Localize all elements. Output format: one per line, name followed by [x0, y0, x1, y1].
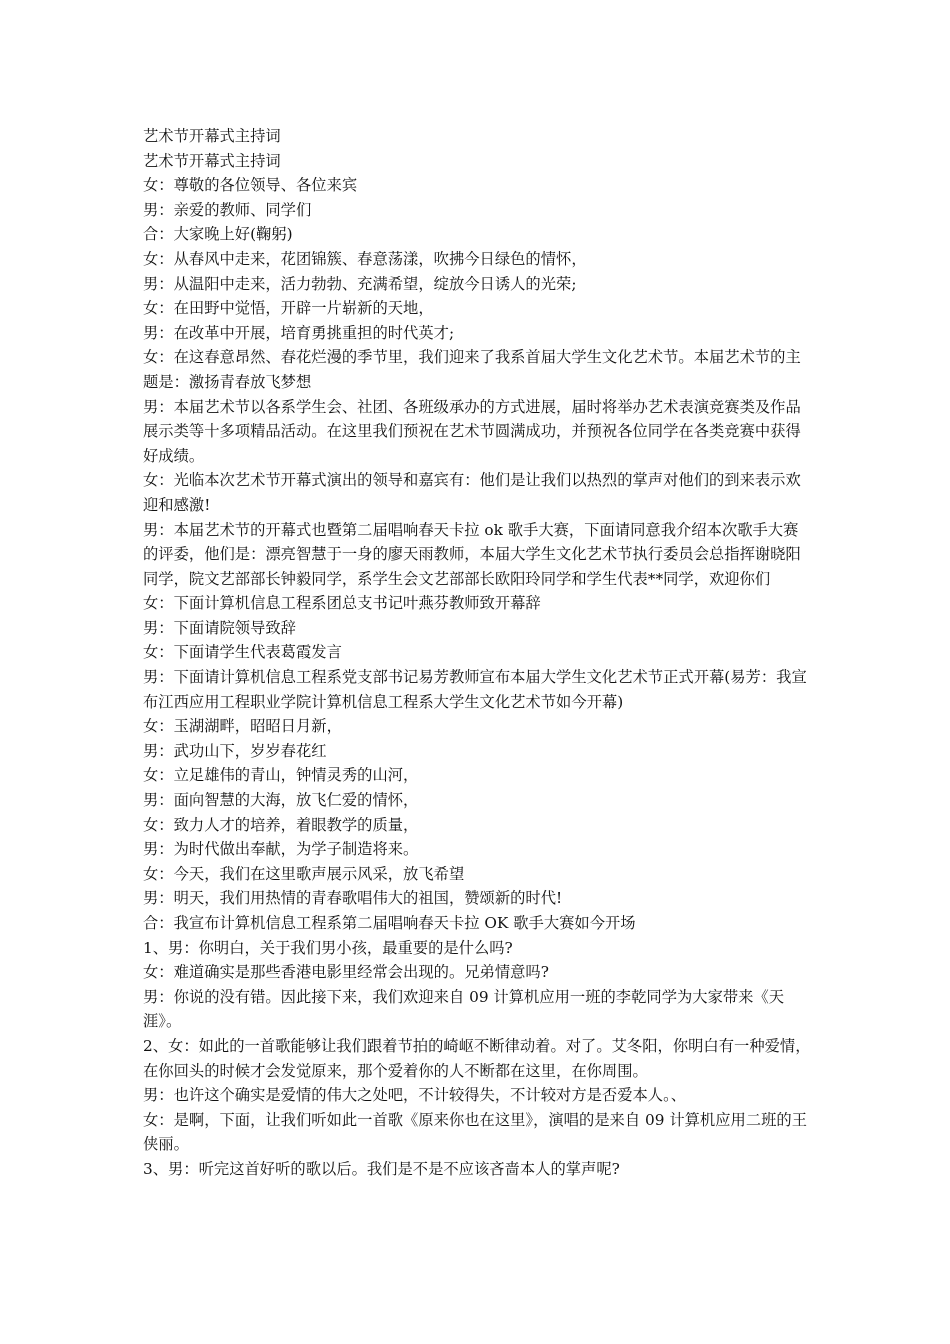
script-line: 女：尊敬的各位领导、各位来宾: [143, 176, 358, 195]
script-line: 合：我宣布计算机信息工程系第二届唱响春天卡拉 OK 歌手大赛如今开场: [143, 914, 636, 932]
script-line: 女：今天，我们在这里歌声展示风采，放飞希望: [143, 864, 465, 883]
script-line: 女：难道确实是那些香港电影里经常会出现的。兄弟情意吗?: [143, 963, 549, 982]
script-line: 合：大家晚上好(鞠躬): [143, 225, 293, 244]
script-line: 2、女：如此的一首歌能够让我们跟着节拍的崎岖不断律动着。对了。艾冬阳，你明白有一种爱情，在你回头的时候才会发觉原来，那个爱着你的人不断都在这里，在你周围。: [143, 1036, 811, 1080]
script-line: 女：玉湖湖畔，昭昭日月新，: [143, 717, 342, 736]
script-line: 男：为时代做出奉献，为学子制造将来。: [143, 840, 419, 859]
document-subtitle: 艺术节开幕式主持词: [143, 151, 281, 170]
script-line: 男：也许这个确实是爱情的伟大之处吧，不计较得失，不计较对方是否爱本人。、: [143, 1086, 687, 1105]
script-line: 女：从春风中走来，花团锦簇、春意荡漾，吹拂今日绿色的情怀，: [143, 249, 587, 268]
script-line: 男：明天，我们用热情的青春歌唱伟大的祖国，赞颂新的时代!: [143, 889, 563, 908]
script-line: 女：下面计算机信息工程系团总支书记叶燕芬教师致开幕辞: [143, 594, 541, 613]
script-line: 男：你说的没有错。因此接下来，我们欢迎来自 09 计算机应用一班的李乾同学为大家带来《天涯》。: [143, 987, 785, 1031]
script-line: 男：亲爱的教师、同学们: [143, 200, 312, 219]
script-line: 男：本届艺术节的开幕式也暨第二届唱响春天卡拉 ok 歌手大赛，下面请同意我介绍本次歌手大赛的评委，他们是：漂亮智慧于一身的廖天雨教师，本届大学生文化艺术节执行委员会总指挥谢晓阳同学，院文艺部部长钟毅同学，系学生会文艺部部长欧阳玲同学和学生代表**同学，欢迎你们: [143, 520, 801, 588]
script-line: 男：武功山下，岁岁春花红: [143, 741, 327, 760]
script-line: 1、男：你明白，关于我们男小孩，最重要的是什么吗?: [143, 938, 513, 957]
script-line: 男：面向智慧的大海，放飞仁爱的情怀，: [143, 791, 419, 810]
script-line: 女：光临本次艺术节开幕式演出的领导和嘉宾有：他们是让我们以热烈的掌声对他们的到来表示欢迎和感激!: [143, 471, 801, 514]
script-line: 男：下面请院领导致辞: [143, 618, 296, 637]
script-line: 男：在改革中开展，培育勇挑重担的时代英才;: [143, 323, 455, 342]
script-line: 女：是啊，下面，让我们听如此一首歌《原来你也在这里》，演唱的是来自 09 计算机应用二班的王侠丽。: [143, 1110, 808, 1154]
document-title: 艺术节开幕式主持词: [143, 127, 281, 145]
script-line: 女：致力人才的培养，着眼教学的质量，: [143, 815, 419, 834]
script-line: 男：下面请计算机信息工程系党支部书记易芳教师宣布本届大学生文化艺术节正式开幕(易芳：我宣布江西应用工程职业学院计算机信息工程系大学生文化艺术节如今开幕): [143, 668, 807, 711]
script-line: 女：下面请学生代表葛霞发言: [143, 643, 342, 662]
script-line: 女：在这春意昂然、春花烂漫的季节里，我们迎来了我系首届大学生文化艺术节。本届艺术节的主题是：激扬青春放飞梦想: [143, 348, 801, 391]
script-line: 男：从温阳中走来，活力勃勃、充满希望，绽放今日诱人的光荣;: [143, 274, 577, 293]
script-line: 女：在田野中觉悟，开辟一片崭新的天地，: [143, 299, 434, 318]
script-line: 女：立足雄伟的青山，钟情灵秀的山河，: [143, 766, 419, 785]
script-line: 3、男：听完这首好听的歌以后。我们是不是不应该吝啬本人的掌声呢?: [143, 1159, 620, 1178]
script-line: 男：本届艺术节以各系学生会、社团、各班级承办的方式进展，届时将举办艺术表演竞赛类及作品展示类等十多项精品活动。在这里我们预祝在艺术节圆满成功，并预祝各位同学在各类竞赛中获得好成绩。: [143, 397, 801, 465]
document-page: [143, 124, 811, 1182]
